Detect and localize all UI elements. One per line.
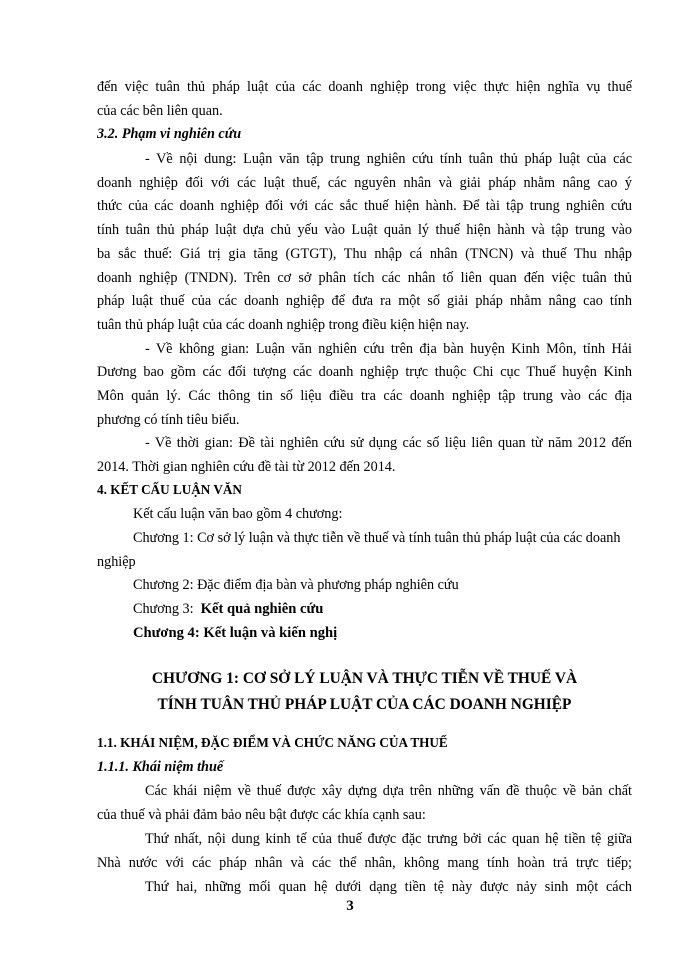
chapter-3-title: Kết quả nghiên cứu (200, 601, 324, 617)
structure-heading: 4. KẾT CẤU LUẬN VĂN (97, 482, 242, 497)
chapter-title-line-2: TÍNH TUÂN THỦ PHÁP LUẬT CỦA CÁC DOANH NGHIỆP (157, 696, 572, 713)
body-line: Thứ hai, những mối quan hệ dưới dạng tiền tệ này được nảy sinh một cách (145, 879, 632, 895)
scope-space-line: - Về không gian: Luận văn nghiên cứu trên địa bàn huyện Kinh Môn, tỉnh Hải (145, 341, 632, 357)
chapter-1-entry-cont: nghiệp (97, 554, 136, 570)
scope-content-line: thức của các doanh nghiệp đối với các sắc thuế hiện hành. Để tài tập trung nghiên cứu (97, 198, 632, 214)
chapter-2-entry: Chương 2: Đặc điểm địa bàn và phương pháp nghiên cứu (133, 577, 459, 593)
scope-space-line: Dương bao gồm các đối tượng các doanh nghiệp trực thuộc Chi cục Thuế huyện Kinh (97, 364, 632, 380)
scope-content-line: ba sắc thuế: Giá trị gia tăng (GTGT), Thu nhập cá nhân (TNCN) và thuế Thu nhập (97, 246, 632, 262)
scope-time-line: 2014. Thời gian nghiên cứu đề tài từ 2012 đến 2014. (97, 459, 396, 475)
chapter-1-entry: Chương 1: Cơ sở lý luận và thực tiễn về thuế và tính tuân thủ pháp luật của các doanh (133, 530, 621, 546)
chapter-3-entry (133, 599, 668, 619)
scope-content-line: doanh nghiệp (TNDN). Trên cơ sở phân tích các nhân tố liên quan đến việc tuân thủ (97, 270, 632, 286)
intro-line-2: của các bên liên quan. (97, 103, 223, 119)
scope-content-line: doanh nghiệp đối với các luật thuế, các nguyên nhân và giải pháp nhằm nâng cao ý (97, 175, 632, 191)
scope-heading: 3.2. Phạm vi nghiên cứu (97, 126, 242, 142)
chapter-4-entry: Chương 4: Kết luận và kiến nghị (133, 625, 338, 641)
chapter-title-line-1: CHƯƠNG 1: CƠ SỞ LÝ LUẬN VÀ THỰC TIỄN VỀ THUẾ VÀ (151, 670, 578, 687)
page-number: 3 (346, 898, 354, 914)
chapter-3-prefix: Chương 3: (133, 601, 194, 617)
intro-line-1: đến việc tuân thủ pháp luật của các doanh nghiệp trong việc thực hiện nghĩa vụ thuế (97, 79, 632, 95)
subsection-heading: 1.1.1. Khái niệm thuế (97, 759, 224, 775)
scope-content-line: tính tuân thủ pháp luật dựa chủ yếu vào Luật quản lý thuế hiện hành và tập trung vào (97, 222, 632, 238)
scope-content-line: tuân thủ pháp luật của các doanh nghiệp trong điều kiện hiện nay. (97, 317, 470, 333)
body-line: Nhà nước với các pháp nhân và các thể nhân, không mang tính hoàn trả trực tiếp; (97, 855, 632, 871)
scope-content-line: pháp luật thuế của các doanh nghiệp để đưa ra một số giải pháp nhằm nâng cao tính (97, 293, 632, 309)
scope-space-line: Môn quản lý. Các thông tin số liệu điều tra các doanh nghiệp tập trung vào các địa (97, 388, 632, 404)
body-line: của thuế và phải đảm bảo nêu bật được các khía cạnh sau: (97, 807, 426, 823)
body-line: Các khái niệm về thuế được xây dựng dựa trên những vấn đề thuộc về bản chất (145, 783, 632, 799)
scope-space-line: phương có tính tiêu biểu. (97, 412, 240, 428)
scope-time-line: - Về thời gian: Đề tài nghiên cứu sử dụng các số liệu liên quan từ năm 2012 đến (145, 435, 632, 451)
body-line: Thứ nhất, nội dung kinh tế của thuế được đặc trưng bởi các quan hệ tiền tệ giữa (145, 831, 632, 847)
structure-intro: Kết cấu luận văn bao gồm 4 chương: (133, 506, 343, 522)
scope-content-line: - Về nội dung: Luận văn tập trung nghiên cứu tính tuân thủ pháp luật của các (145, 151, 632, 167)
section-heading: 1.1. KHÁI NIỆM, ĐẶC ĐIỂM VÀ CHỨC NĂNG CỦA THUẾ (97, 735, 448, 750)
